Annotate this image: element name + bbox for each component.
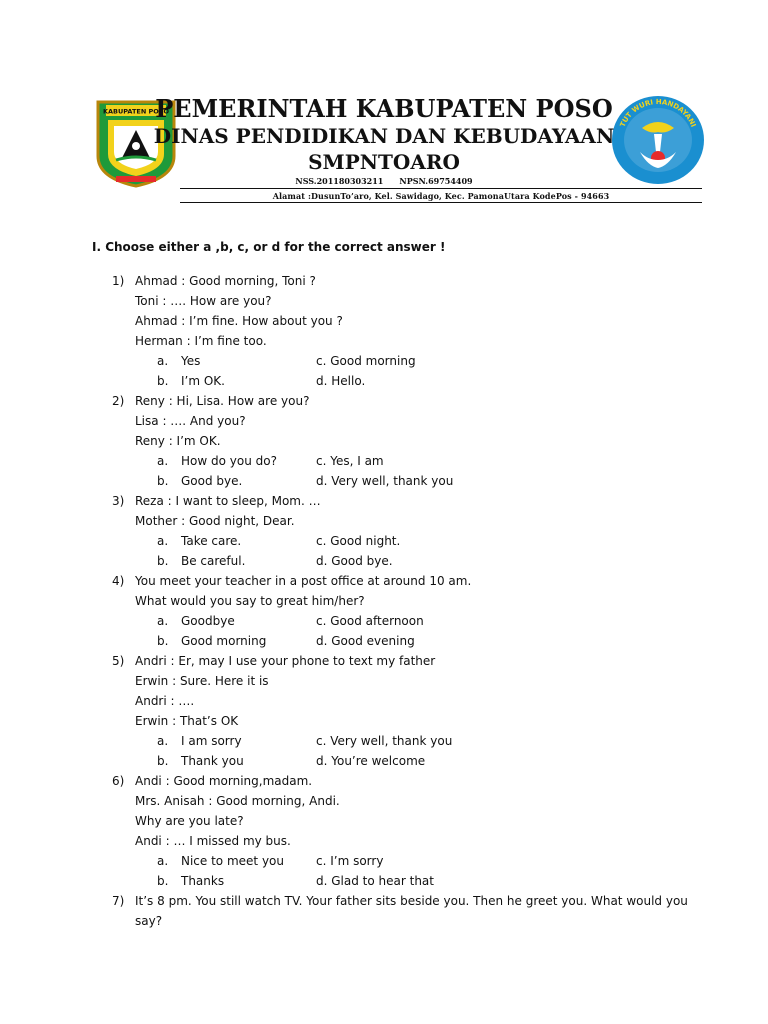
question-1-line-4: Herman : I’m fine too. <box>135 334 267 348</box>
question-6-option-a-letter: a. <box>157 854 169 868</box>
question-2-option-b: Good bye. <box>181 474 243 488</box>
question-1-line-2: Toni : …. How are you? <box>135 294 272 308</box>
question-5-option-d: d. You’re welcome <box>316 754 426 768</box>
question-1-option-a-letter: a. <box>157 354 169 368</box>
question-5-option-c: c. Very well, thank you <box>316 734 453 748</box>
question-6-line-4: Andi : … I missed my bus. <box>135 834 291 848</box>
question-5-option-b-letter: b. <box>157 754 169 768</box>
question-2-option-d: d. Very well, thank you <box>316 474 454 488</box>
question-1-option-b: I’m OK. <box>181 374 225 388</box>
question-3-line-2: Mother : Good night, Dear. <box>135 514 295 528</box>
question-5-line-3: Andri : …. <box>135 694 195 708</box>
question-5-number: 5) <box>112 654 125 668</box>
question-3-line-1: Reza : I want to sleep, Mom. … <box>135 494 321 508</box>
question-1-option-c: c. Good morning <box>316 354 416 368</box>
question-4-option-d: d. Good evening <box>316 634 415 648</box>
question-2-line-2: Lisa : …. And you? <box>135 414 246 428</box>
question-3-number: 3) <box>112 494 125 508</box>
header-npsn: NPSN.69754409 <box>399 176 473 186</box>
question-7-line-1: It’s 8 pm. You still watch TV. Your father sits beside you. Then he greet you. What would you <box>135 894 688 908</box>
question-1-option-b-letter: b. <box>157 374 169 388</box>
question-1-option-d: d. Hello. <box>316 374 366 388</box>
header-nss: NSS.201180303211 <box>295 176 384 186</box>
question-4-option-c: c. Good afternoon <box>316 614 424 628</box>
question-3-option-a: Take care. <box>181 534 242 548</box>
question-2-option-c: c. Yes, I am <box>316 454 384 468</box>
question-5-line-2: Erwin : Sure. Here it is <box>135 674 269 688</box>
header-divider-top <box>180 188 702 189</box>
question-4-option-b: Good morning <box>181 634 267 648</box>
question-1-option-a: Yes <box>181 354 201 368</box>
question-5-line-4: Erwin : That’s OK <box>135 714 239 728</box>
question-3-option-d: d. Good bye. <box>316 554 393 568</box>
question-2-line-3: Reny : I’m OK. <box>135 434 221 448</box>
header-government-title: PEMERINTAH KABUPATEN POSO <box>155 94 613 123</box>
question-2-option-b-letter: b. <box>157 474 169 488</box>
question-7-number: 7) <box>112 894 125 908</box>
question-6-number: 6) <box>112 774 125 788</box>
question-1-number: 1) <box>112 274 125 288</box>
question-5-option-a: I am sorry <box>181 734 242 748</box>
question-1-line-3: Ahmad : I’m fine. How about you ? <box>135 314 343 328</box>
header-address: Alamat :DusunTo’aro, Kel. Sawidago, Kec. PamonaUtara KodePos - 94663 <box>272 191 610 201</box>
question-3-option-a-letter: a. <box>157 534 169 548</box>
question-6-option-b-letter: b. <box>157 874 169 888</box>
question-6-line-1: Andi : Good morning,madam. <box>135 774 313 788</box>
question-4-line-2: What would you say to great him/her? <box>135 594 365 608</box>
question-7-line-2: say? <box>135 914 163 928</box>
question-2-option-a: How do you do? <box>181 454 277 468</box>
question-6-option-a: Nice to meet you <box>181 854 284 868</box>
question-4-option-a: Goodbye <box>181 614 235 628</box>
question-3-option-b: Be careful. <box>181 554 246 568</box>
header-registration-numbers <box>0 176 768 186</box>
question-4-line-1: You meet your teacher in a post office at around 10 am. <box>135 574 472 588</box>
question-5-option-a-letter: a. <box>157 734 169 748</box>
header-divider-bottom <box>180 202 702 203</box>
question-3-option-b-letter: b. <box>157 554 169 568</box>
question-2-line-1: Reny : Hi, Lisa. How are you? <box>135 394 310 408</box>
instruction-text: I. Choose either a ,b, c, or d for the correct answer ! <box>92 240 446 254</box>
question-1-line-1: Ahmad : Good morning, Toni ? <box>135 274 316 288</box>
question-4-number: 4) <box>112 574 125 588</box>
question-6-line-3: Why are you late? <box>135 814 244 828</box>
question-2-option-a-letter: a. <box>157 454 169 468</box>
question-6-option-d: d. Glad to hear that <box>316 874 434 888</box>
question-2-number: 2) <box>112 394 125 408</box>
question-4-option-a-letter: a. <box>157 614 169 628</box>
question-5-line-1: Andri : Er, may I use your phone to text my father <box>135 654 436 668</box>
kabupaten-poso-logo-text: KABUPATEN POSO <box>102 107 170 116</box>
question-5-option-b: Thank you <box>181 754 244 768</box>
question-6-option-b: Thanks <box>181 874 225 888</box>
header-school-name: SMPNTOARO <box>308 150 460 174</box>
question-4-option-b-letter: b. <box>157 634 169 648</box>
question-6-line-2: Mrs. Anisah : Good morning, Andi. <box>135 794 340 808</box>
question-3-option-c: c. Good night. <box>316 534 401 548</box>
header-department-title: DINAS PENDIDIKAN DAN KEBUDAYAAN <box>153 124 615 148</box>
tut-wuri-handayani-text: TUT WURI HANDAYANI <box>618 97 698 129</box>
question-6-option-c: c. I’m sorry <box>316 854 384 868</box>
